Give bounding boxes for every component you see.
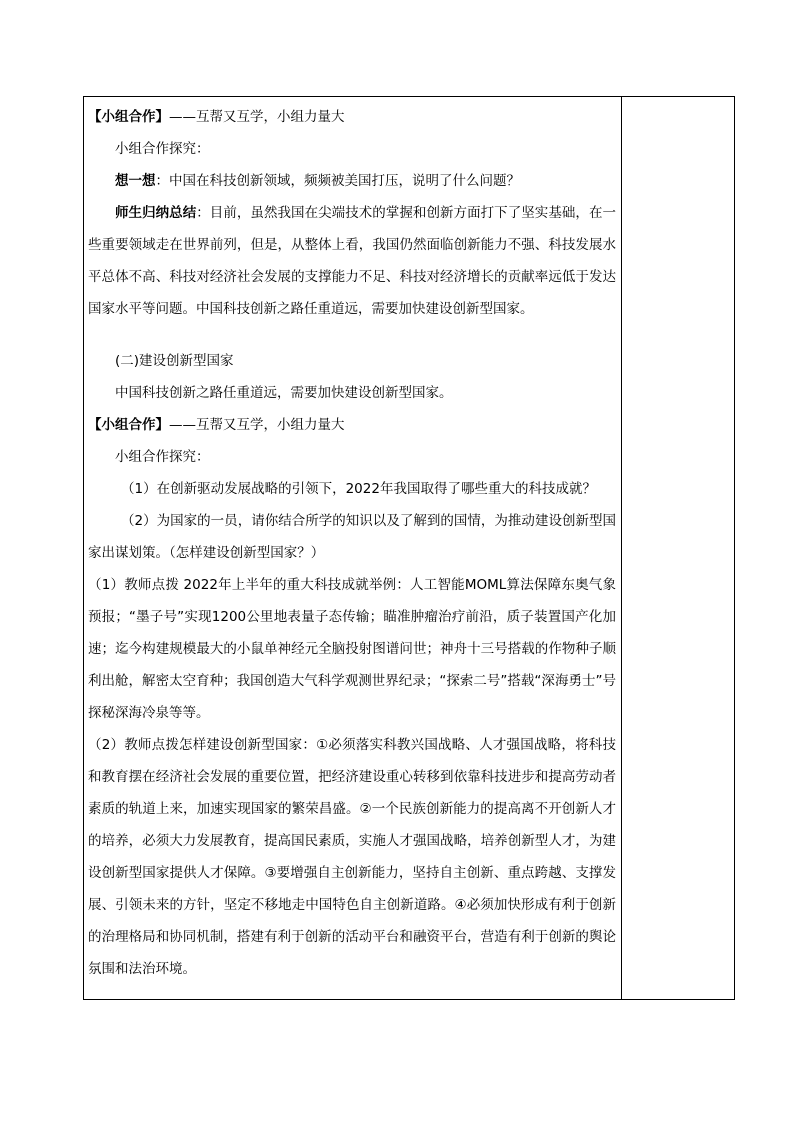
question-2: （2）为国家的一员，请你结合所学的知识以及了解到的国情，为推动建设创新型国家出谋划策。（怎样建设创新型国家？） — [88, 513, 616, 561]
group-work-header-1 — [88, 101, 616, 133]
summary-label: 师生归纳总结 — [115, 205, 197, 221]
think-text: ：中国在科技创新领域，频频被美国打压，说明了什么问题？ — [155, 173, 520, 189]
answer-2: （2）教师点拨怎样建设创新型国家：①必须落实科教兴国战略、人才强国战略，将科技和教育摆在经济社会发展的重要位置，把经济建设重心转移到依靠科技进步和提高劳动者素质的轨道上来，加速实现国家的繁荣昌盛。②一个民族创新能力的提高离不开创新人才的培养，必须大力发展教育，提高国民素质，实施人才强国战略，培养创新型人才，为建设创新型国家提供人才保障。③要增强自主创新能力，坚持自主创新、重点跨越、支撑发展、引领未来的方针，坚定不移地走中国特色自主创新道路。④必须加快形成有利于创新的治理格局和协同机制，搭建有利于创新的活动平台和融资平台，营造有利于创新的舆论氛围和法治环境。 — [88, 737, 616, 977]
think-label: 想一想 — [115, 173, 156, 189]
group-work-label: 【小组合作】 — [88, 109, 169, 125]
question-1: （1）在创新驱动发展战略的引领下，2022年我国取得了哪些重大的科技成就？ — [121, 481, 596, 497]
group-work-header-2 — [88, 409, 616, 441]
group-explore-label-2: 小组合作探究： — [115, 449, 210, 465]
content-cell — [88, 101, 616, 985]
summary-paragraph — [88, 197, 616, 325]
column-divider — [621, 97, 622, 999]
answer-1: （1）教师点拨 2022年上半年的重大科技成就举例：人工智能MOML算法保障东奥气象预报；“墨子号”实现1200公里地表量子态传输；瞄准肿瘤治疗前沿，质子装置国产化加速；迄今构建规模最大的小鼠单神经元全脑投射图谱问世；神舟十三号搭载的作物种子顺利出舱，解密太空育种；我国创造大气科学观测世界纪录；“探索二号”搭载“深海勇士”号探秘深海冷泉等等。 — [88, 577, 616, 721]
spacer — [88, 325, 616, 345]
group-work-slogan: ——互帮又互学，小组力量大 — [169, 417, 345, 433]
group-work-label: 【小组合作】 — [88, 417, 169, 433]
sub-heading: (二)建设创新型国家 — [115, 353, 234, 369]
summary-text: ：目前，虽然我国在尖端技术的掌握和创新方面打下了坚实基础，在一些重要领域走在世界前列，但是，从整体上看，我国仍然面临创新能力不强、科技发展水平总体不高、科技对经济社会发展的支撑能力不足、科技对经济增长的贡献率远低于发达国家水平等问题。中国科技创新之路任重道远，需要加快建设创新型国家。 — [88, 205, 616, 317]
group-explore-label-1: 小组合作探究： — [115, 141, 210, 157]
think-question — [88, 165, 616, 197]
sub-heading-text: 中国科技创新之路任重道远，需要加快建设创新型国家。 — [115, 385, 453, 401]
group-work-slogan: ——互帮又互学，小组力量大 — [169, 109, 345, 125]
lesson-table — [83, 96, 735, 1000]
